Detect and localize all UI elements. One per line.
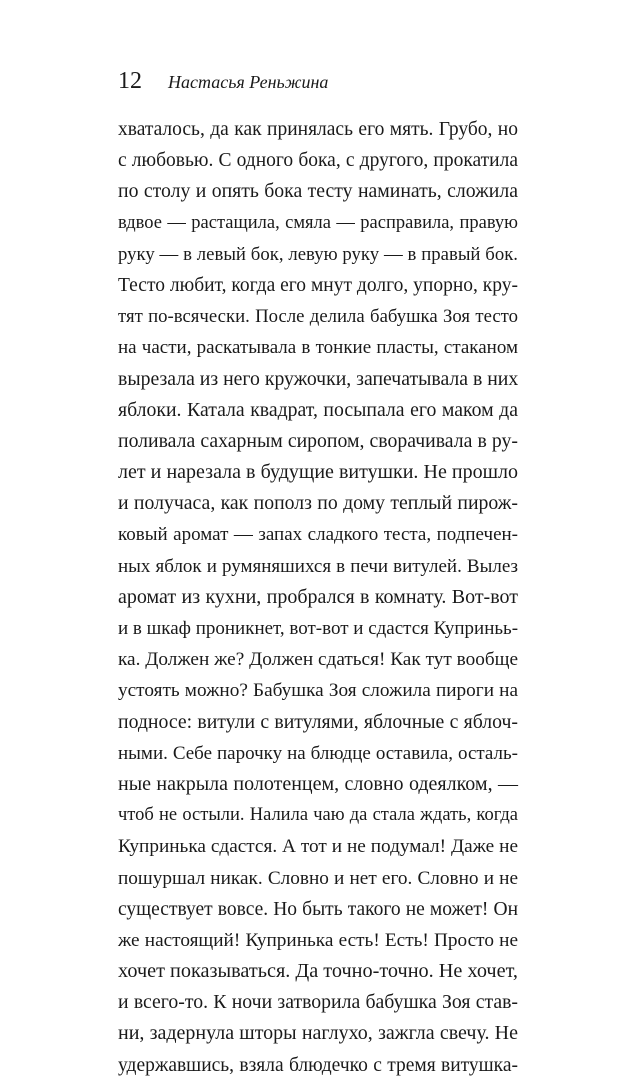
text-line: пошуршал никак. Словно и нет его. Словно и не [118,867,518,889]
running-head [118,66,328,96]
text-line: на части, раскатывала в тонкие пласты, стаканом [118,337,518,359]
page-number: 12 [118,68,142,94]
text-line: ными. Себе парочку на блюдце оставила, осталь- [118,742,518,764]
text-line: ных яблок и румяняшихся в печи витулей. Вылез [118,555,518,577]
text-line: существует вовсе. Но быть такого не может! Он [118,898,518,920]
text-line: и получаса, как пополз по дому теплый пирож- [118,492,518,515]
text-line: ковый аромат — запах сладкого теста, подпечен- [118,524,518,546]
text-line: хочет показываться. Да точно-точно. Не хочет, [118,960,518,983]
text-line: вырезала из него кружочки, запечатывала в них [118,367,519,390]
body-text [118,114,518,1081]
text-line: и в шкаф проникнет, вот-вот и сдастся Куприньь- [118,618,519,639]
text-line: подносе: витули с витулями, яблочные с яблоч- [118,710,518,733]
text-line: с любовью. С одного бока, с другого, прокатила [118,150,518,172]
text-line: же настоящий! Купринька есть! Есть! Просто не [118,929,518,951]
author-name: Настасья Реньжина [168,72,329,92]
text-line: Купринька сдастся. А тот и не подумал! Даже не [118,836,518,858]
text-line: ка. Должен же? Должен сдаться! Как тут вообще [118,649,518,671]
text-line: вдвое — растащила, смяла — расправила, правую [118,212,518,233]
text-line: руку — в левый бок, левую руку — в правый бок. [118,243,518,265]
text-line: устоять можно? Бабушка Зоя сложила пироги на [118,680,518,702]
text-line: и всего-то. К ночи затворила бабушка Зоя став- [118,991,518,1014]
text-line: удержавшись, взяла блюдечко с тремя витушка- [118,1054,518,1076]
text-line: по столу и опять бока тесту наминать, сложила [118,180,518,203]
text-line: аромат из кухни, пробрался в комнату. Вот-вот [118,585,518,608]
text-line: чтоб не остыли. Налила чаю да стала ждать, когда [118,805,518,826]
text-line: ни, задернула шторы наглухо, зажгла свечу. Не [118,1022,518,1045]
text-line: лет и нарезала в будущие витушки. Не прошло [118,461,518,484]
text-line: тят по-всячески. После делила бабушка Зоя тесто [118,306,518,328]
text-line: ные накрыла полотенцем, словно одеялком, — [118,772,518,795]
text-line: Тесто любит, когда его мнут долго, упорно, кру- [118,274,518,296]
text-line: поливала сахарным сиропом, сворачивала в ру- [118,429,518,452]
text-line: хваталось, да как принялась его мять. Грубо, но [118,119,518,140]
text-line: яблоки. Катала квадрат, посыпала его маком да [118,398,518,421]
